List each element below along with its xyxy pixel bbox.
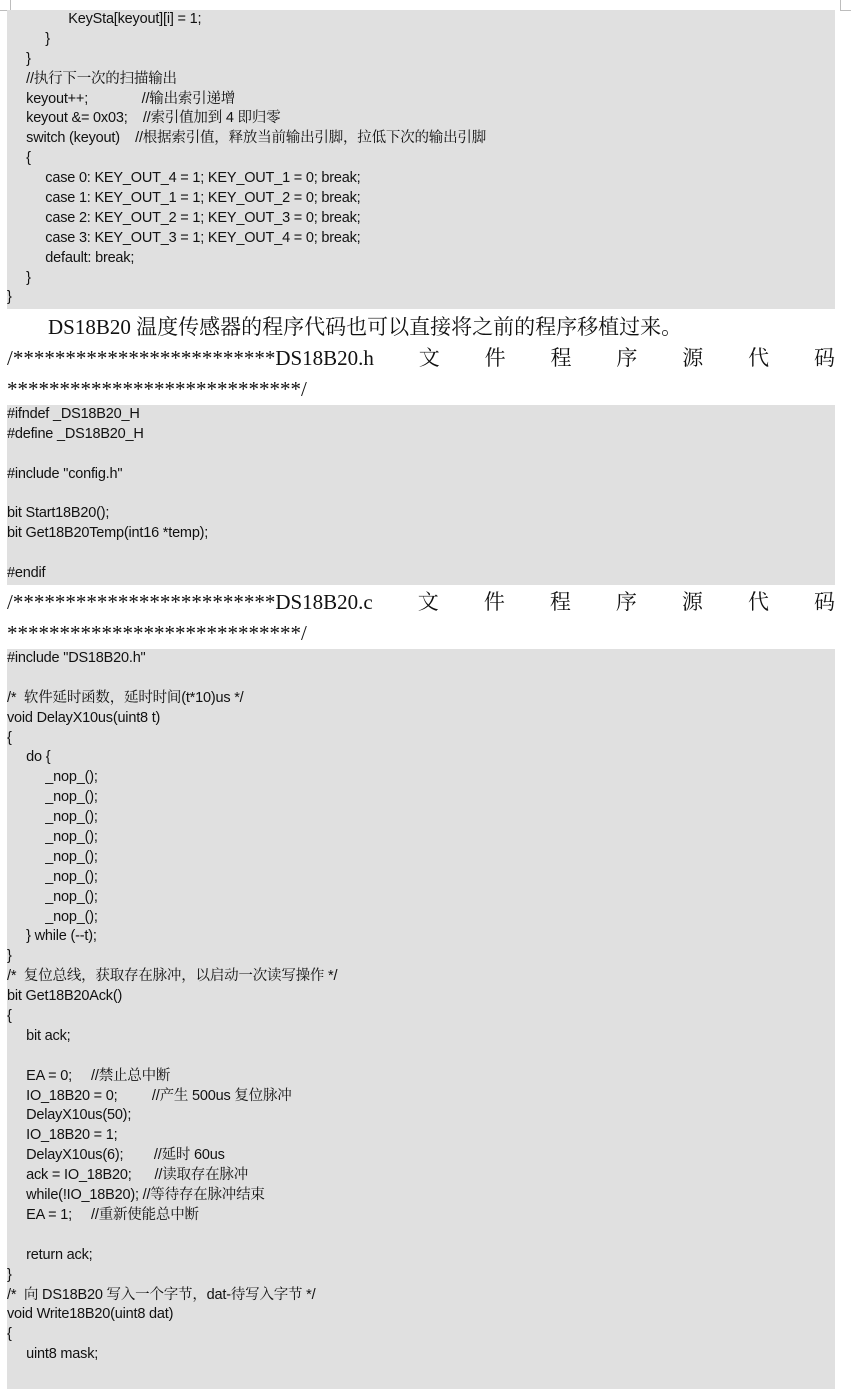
code-line [7, 1047, 835, 1067]
code-line: switch (keyout) //根据索引值，释放当前输出引脚，拉低下次的输出引脚 [7, 130, 487, 147]
code-line: #ifndef _DS18B20_H [7, 406, 140, 422]
header-word: 代 [747, 590, 769, 614]
file-header-c-line1 [7, 586, 835, 619]
code-line: } [7, 289, 12, 306]
header-word: 文 [417, 590, 439, 614]
code-line: //执行下一次的扫描输出 [7, 70, 177, 87]
code-line: _nop_(); [7, 908, 98, 925]
code-line: /* 向 DS18B20 写入一个字节，dat-待写入字节 */ [7, 1286, 316, 1303]
code-line: _nop_(); [7, 829, 98, 846]
code-line: { [7, 150, 31, 167]
code-line: while(!IO_18B20); //等待存在脉冲结束 [7, 1187, 265, 1204]
header-prefix: /*************************DS18B20.h [7, 346, 374, 370]
code-line: #define _DS18B20_H [7, 425, 144, 442]
code-line: #include "DS18B20.h" [7, 650, 146, 666]
code-line: _nop_(); [7, 809, 98, 826]
code-line: KeySta[keyout][i] = 1; [7, 11, 202, 27]
file-header-c-line2: ****************************/ [7, 621, 307, 645]
code-line: void DelayX10us(uint8 t) [7, 709, 161, 726]
code-line: void Write18B20(uint8 dat) [7, 1306, 174, 1323]
code-line: #endif [7, 565, 46, 582]
header-word: 程 [550, 346, 572, 370]
header-word: 文 [418, 346, 440, 370]
header-word: 序 [616, 346, 638, 370]
header-word: 程 [549, 590, 571, 614]
code-line: _nop_(); [7, 769, 98, 786]
code-line: { [7, 729, 12, 746]
code-line: do { [7, 749, 51, 766]
code-line: { [7, 1008, 12, 1025]
code-line: uint8 mask; [7, 1346, 99, 1363]
code-line: case 1: KEY_OUT_1 = 1; KEY_OUT_2 = 0; break; [7, 190, 361, 207]
header-word: 源 [681, 590, 703, 614]
code-line: _nop_(); [7, 888, 98, 905]
file-header-c [7, 586, 835, 647]
header-word: 件 [483, 590, 505, 614]
code-block-ds18b20-c [7, 649, 835, 1389]
code-line: EA = 1; //重新使能总中断 [7, 1206, 199, 1223]
header-word: 码 [813, 346, 835, 370]
code-line: } while (--t); [7, 928, 97, 945]
header-prefix: /*************************DS18B20.c [7, 590, 373, 614]
code-line: DelayX10us(50); [7, 1107, 132, 1124]
code-line: keyout++; //输出索引递增 [7, 90, 236, 107]
code-line [7, 544, 835, 564]
header-word: 序 [615, 590, 637, 614]
code-block-keyscan [7, 10, 835, 309]
header-word: 码 [813, 590, 835, 614]
code-line: _nop_(); [7, 848, 98, 865]
file-header-h-line1 [7, 342, 835, 375]
code-line: } [7, 269, 31, 286]
code-line: DelayX10us(6); //延时 60us [7, 1147, 225, 1164]
code-line: case 3: KEY_OUT_3 = 1; KEY_OUT_4 = 0; break; [7, 229, 361, 246]
header-word: 件 [484, 346, 506, 370]
code-line: IO_18B20 = 0; //产生 500us 复位脉冲 [7, 1087, 292, 1104]
code-line [7, 445, 835, 465]
paragraph-text: DS18B20 温度传感器的程序代码也可以直接将之前的程序移植过来。 [48, 315, 683, 339]
header-word: 源 [682, 346, 704, 370]
code-line: keyout &= 0x03; //索引值加到 4 即归零 [7, 110, 281, 127]
code-line: } [7, 1266, 12, 1283]
code-line: } [7, 50, 31, 67]
code-line: default: break; [7, 249, 135, 266]
code-line: case 2: KEY_OUT_2 = 1; KEY_OUT_3 = 0; break; [7, 209, 361, 226]
code-line: /* 复位总线，获取存在脉冲，以启动一次读写操作 */ [7, 968, 338, 985]
body-paragraph [7, 314, 835, 340]
code-line: IO_18B20 = 1; [7, 1127, 118, 1144]
header-word: 代 [748, 346, 770, 370]
code-line: bit Get18B20Temp(int16 *temp); [7, 525, 209, 542]
file-header-h [7, 342, 835, 403]
code-line: EA = 0; //禁止总中断 [7, 1067, 171, 1084]
code-line: case 0: KEY_OUT_4 = 1; KEY_OUT_1 = 0; break; [7, 170, 361, 187]
code-line: /* 软件延时函数，延时时间(t*10)us */ [7, 689, 244, 706]
page-corner-mark-right [840, 0, 851, 11]
code-line: } [7, 948, 12, 965]
code-line: bit ack; [7, 1027, 71, 1044]
code-line: return ack; [7, 1246, 93, 1263]
code-line: { [7, 1326, 12, 1343]
code-line: bit Start18B20(); [7, 505, 110, 522]
code-line [7, 1226, 835, 1246]
code-line: ack = IO_18B20; //读取存在脉冲 [7, 1167, 248, 1184]
code-line: } [7, 30, 50, 47]
code-block-ds18b20-h [7, 405, 835, 585]
code-line: bit Get18B20Ack() [7, 988, 123, 1005]
code-line [7, 669, 835, 689]
code-line: _nop_(); [7, 868, 98, 885]
code-line: #include "config.h" [7, 465, 123, 482]
code-line: _nop_(); [7, 789, 98, 806]
file-header-h-line2: ****************************/ [7, 377, 307, 401]
code-line [7, 485, 835, 505]
